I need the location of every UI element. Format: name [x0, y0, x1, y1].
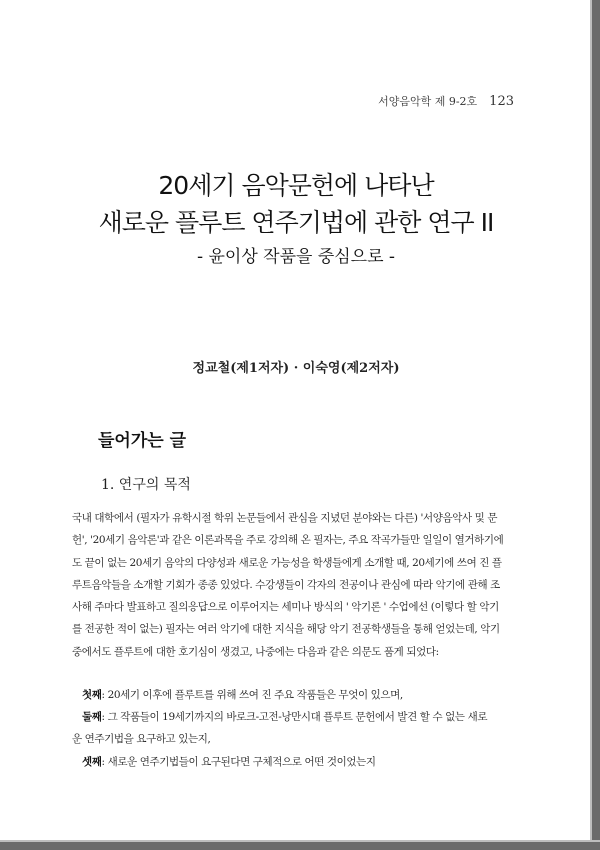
- journal-name: 서양음악학 제 9-2호: [378, 95, 478, 108]
- title-line-1: 20세기 음악문헌에 나타난: [158, 171, 434, 200]
- question-item-third: [72, 751, 534, 773]
- subtitle: - 윤이상 작품을 중심으로 -: [196, 247, 396, 267]
- question-label: 첫째: [82, 689, 102, 701]
- paragraph-line: 도 끝이 없는 20세기 음악의 다양성과 새로운 가능성을 학생들에게 소개할 때, 20세기에 쓰여 진 플: [72, 556, 502, 569]
- question-label: 둘째: [82, 711, 102, 723]
- page-edge-right: [592, 0, 600, 850]
- page-edge-bottom: [0, 842, 600, 850]
- paragraph-line: 사해 주마다 발표하고 질의응답으로 이루어지는 세미나 방식의 ' 악기론 ' 수업에선 (이렇다 할 악기: [72, 601, 499, 614]
- paragraph-line: 헌', '20세기 음악론'과 같은 이론과목을 주로 강의해 온 필자는, 주요 작곡가들만 일일이 열거하기에: [72, 534, 504, 547]
- page-number: 123: [489, 94, 514, 109]
- paragraph-line: 국내 대학에서 (필자가 유학시절 학위 논문들에서 관심을 지녔던 분야와는 다른) '서양음악사 및 문: [72, 512, 498, 524]
- question-item-second: [72, 706, 524, 751]
- body-paragraph: [72, 507, 524, 663]
- question-text: : 20세기 이후에 플루트를 위해 쓰여 진 주요 작품들은 무엇이 있으며,: [101, 689, 403, 701]
- question-text: : 그 작품들이 19세기까지의 바로크-고전-낭만시대 플루트 문헌에서 발견 할 수 없는 새로: [101, 711, 488, 723]
- paragraph-line: 루트음악들을 소개할 기회가 종종 있었다. 수강생들이 각자의 전공이나 관심에 따라 악기에 관해 조: [72, 578, 500, 591]
- section-heading: 들어가는 글: [98, 431, 187, 451]
- subsection-heading: 1. 연구의 목적: [101, 477, 191, 493]
- question-item-first: [72, 684, 534, 706]
- question-text-continued: 운 연주기법을 요구하고 있는지,: [72, 733, 211, 746]
- paragraph-line: 중에서도 플루트에 대한 호기심이 생겼고, 나중에는 다음과 같은 의문도 품게 되었다:: [72, 645, 439, 658]
- running-head: [378, 93, 514, 109]
- title-line-2: 새로운 플루트 연주기법에 관한 연구 II: [98, 208, 494, 237]
- question-label: 셋째: [82, 756, 102, 768]
- question-text: : 새로운 연주기법들이 요구된다면 구체적으로 어떤 것이었는지: [101, 756, 376, 768]
- paragraph-line: 를 전공한 적이 없는) 필자는 여러 악기에 대한 지식을 해당 악기 전공학생들을 통해 얻었는데, 악기: [72, 623, 500, 636]
- authors: 정교철(제1저자) · 이숙영(제2저자): [192, 361, 400, 376]
